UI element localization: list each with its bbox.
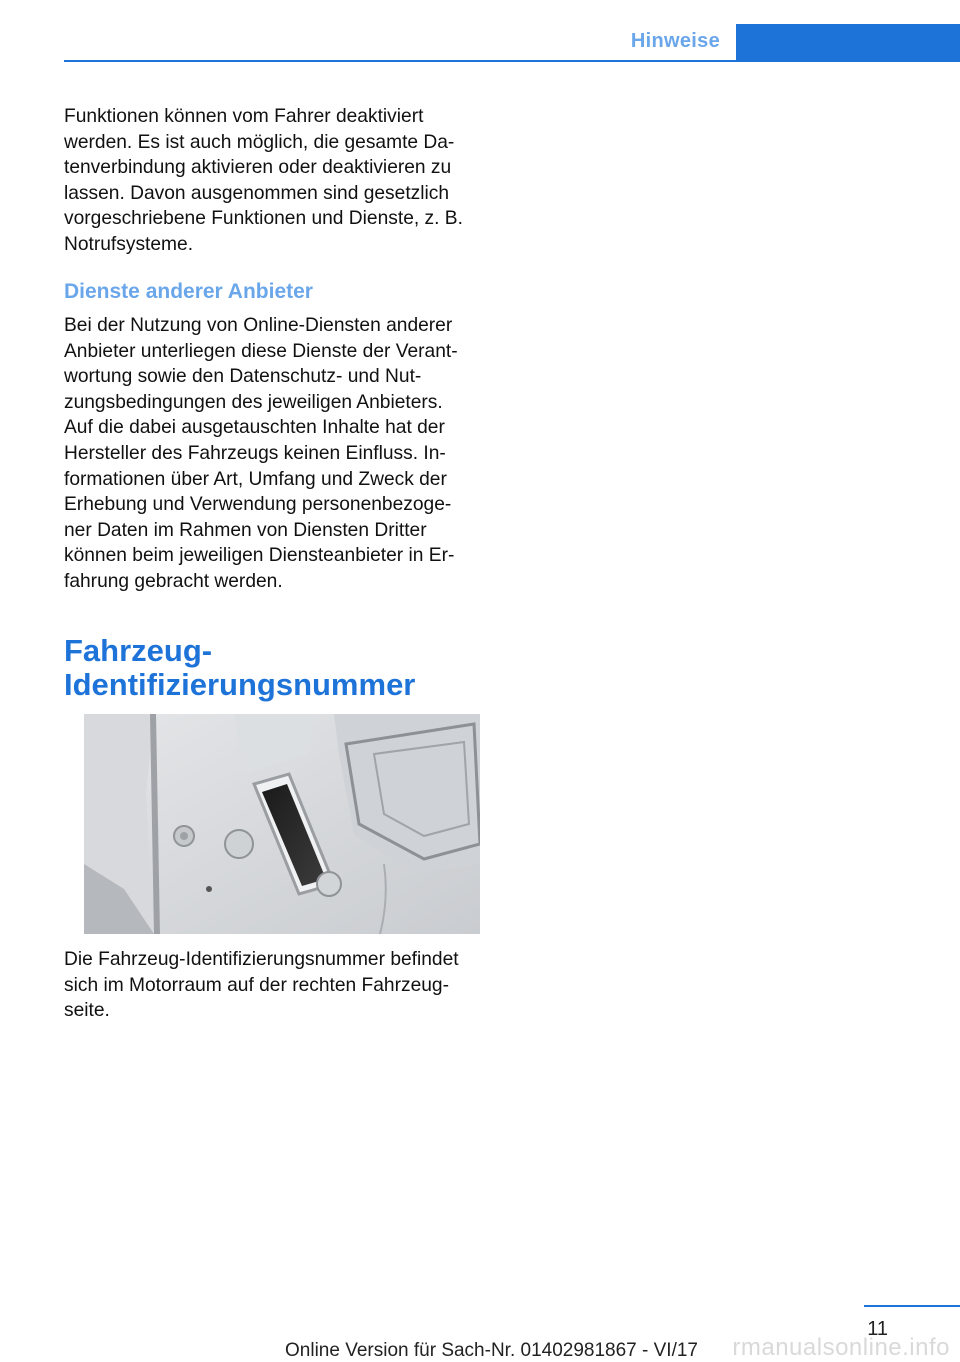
text-line: wortung sowie den Datenschutz- und Nut‐ xyxy=(64,366,422,388)
subsection-heading: Dienste anderer Anbieter xyxy=(64,280,313,303)
text-line: werden. Es ist auch möglich, die gesamte Da‐ xyxy=(64,131,455,153)
subsection-paragraph xyxy=(64,313,482,595)
footer-rule xyxy=(864,1305,960,1307)
header-tab xyxy=(736,24,960,62)
text-line: vorgeschriebene Funktionen und Dienste, z. B. xyxy=(64,208,463,230)
header-rule xyxy=(64,60,736,62)
text-line: Hersteller des Fahrzeugs keinen Einfluss. In‐ xyxy=(64,442,446,464)
text-line: lassen. Davon ausgenommen sind gesetzlich xyxy=(64,182,450,204)
section-heading-line: Identifizierungsnummer xyxy=(64,667,416,702)
text-line: Anbieter unterliegen diese Dienste der Verant‐ xyxy=(64,340,458,362)
intro-paragraph xyxy=(64,104,482,258)
section-heading xyxy=(64,634,415,702)
section-heading-line: Fahrzeug- xyxy=(64,633,213,668)
text-line: ner Daten im Rahmen von Diensten Dritter xyxy=(64,519,427,541)
running-section-title: Hinweise xyxy=(630,30,720,52)
text-line: Auf die dabei ausgetauschten Inhalte hat der xyxy=(64,417,445,439)
text-line: Bei der Nutzung von Online-Diensten anderer xyxy=(64,315,453,336)
text-line: zungsbedingungen des jeweiligen Anbieters. xyxy=(64,391,443,413)
text-line: Funktionen können vom Fahrer deaktiviert xyxy=(64,106,424,127)
text-line: formationen über Art, Umfang und Zweck der xyxy=(64,468,447,490)
engine-bay-photo xyxy=(84,714,480,934)
page-number: 11 xyxy=(867,1318,888,1340)
text-line: seite. xyxy=(64,1000,110,1022)
text-line: fahrung gebracht werden. xyxy=(64,570,283,592)
text-line: können beim jeweiligen Diensteanbieter in Er‐ xyxy=(64,545,455,567)
text-line: sich im Motorraum auf der rechten Fahrzeug‐ xyxy=(64,974,449,996)
text-line: Die Fahrzeug-Identifizierungsnummer befindet xyxy=(64,949,459,970)
text-line: Erhebung und Verwendung personenbezoge‐ xyxy=(64,494,452,516)
watermark: rmanualsonline.info xyxy=(732,1334,950,1361)
text-line: Notrufsysteme. xyxy=(64,233,194,255)
online-version-note: Online Version für Sach-Nr. 01402981867 - VI/17 xyxy=(285,1340,698,1361)
vin-caption xyxy=(64,947,482,1024)
text-line: tenverbindung aktivieren oder deaktivieren zu xyxy=(64,157,452,179)
